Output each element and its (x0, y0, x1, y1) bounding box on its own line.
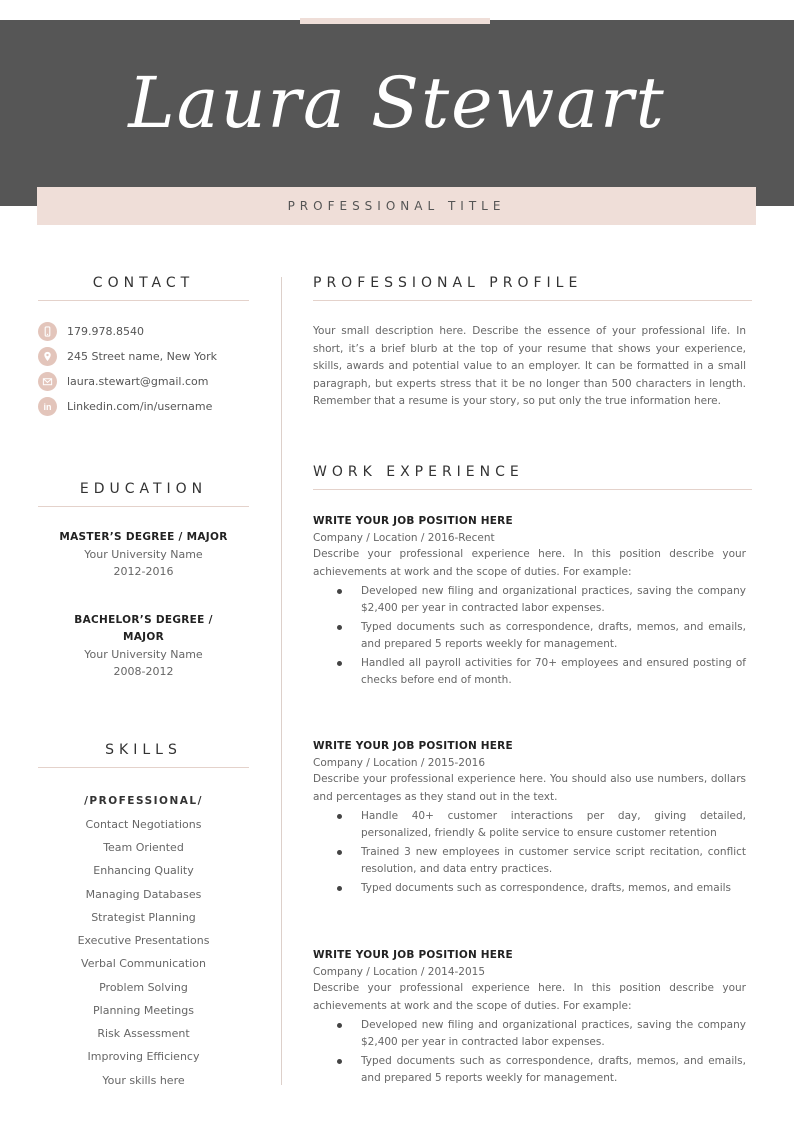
job-bullet: Developed new filing and organizational practices, saving the company $2,400 per year in contracted labor expenses. (313, 583, 746, 617)
profile-text: Your small description here. Describe the essence of your professional life. In short, it’s a brief blurb at the top of your resume that shows your experience, skills, awards and potential value to an employer. It can be formatted in a small paragraph, but experts stress that it be no longer than 500 characters in length. Remember that a resume is your story, so put only the true information here. (313, 325, 746, 407)
contact-rule (38, 300, 249, 301)
skill-item: Team Oriented (103, 841, 184, 854)
education-degree: BACHELOR’S DEGREE / (74, 614, 213, 626)
profile-heading: PROFESSIONAL PROFILE (313, 275, 583, 291)
skills-heading: SKILLS (105, 742, 182, 758)
location-pin-icon (38, 347, 57, 366)
professional-title-band (37, 187, 756, 225)
job-description: Describe your professional experience here. In this position describe your achievements at work and the scope of duties. For example: (313, 982, 746, 1012)
job-position: WRITE YOUR JOB POSITION HERE (313, 740, 513, 752)
job-description: Describe your professional experience here. In this position describe your achievements at work and the scope of duties. For example: (313, 548, 746, 578)
contact-linkedin[interactable] (38, 397, 212, 416)
skills-rule (38, 767, 249, 768)
column-divider (281, 277, 282, 1085)
skill-item: Contact Negotiations (85, 818, 202, 831)
linkedin-icon: in (38, 397, 57, 416)
skill-item: Planning Meetings (93, 1004, 194, 1017)
education-heading: EDUCATION (79, 481, 208, 497)
contact-address (38, 347, 217, 366)
resume-name: Laura Stewart (128, 62, 666, 144)
job-bullet: Handle 40+ customer interactions per day, giving detailed, personalized, friendly & polite service to ensure customer retention (313, 808, 746, 842)
job-bullet: Developed new filing and organizational practices, saving the company $2,400 per year in contracted labor expenses. (313, 1017, 746, 1051)
phone-icon (38, 322, 57, 341)
education-school: Your University Name (84, 548, 203, 561)
job-bullet: Trained 3 new employees in customer service script recitation, conflict resolution, and data entry practices. (313, 844, 746, 878)
education-school: Your University Name (84, 648, 203, 661)
job-bullets (313, 583, 746, 691)
job-bullets (313, 808, 746, 899)
contact-address-text: 245 Street name, New York (67, 350, 217, 363)
skill-item: Enhancing Quality (93, 864, 194, 877)
skill-item: Strategist Planning (91, 911, 196, 924)
education-entry (38, 529, 249, 580)
job-bullet: Handled all payroll activities for 70+ employees and ensured posting of checks before end of month. (313, 655, 746, 689)
skill-item: Executive Presentations (77, 934, 210, 947)
education-degree-continued: MAJOR (123, 631, 164, 643)
education-years: 2012-2016 (113, 565, 174, 578)
contact-email[interactable] (38, 372, 208, 391)
job-bullet: Typed documents such as correspondence, drafts, memos, and emails, and prepared 5 reports weekly for management. (313, 619, 746, 653)
job-position: WRITE YOUR JOB POSITION HERE (313, 515, 513, 527)
education-degree: MASTER’S DEGREE / MAJOR (59, 531, 228, 543)
education-years: 2008-2012 (113, 665, 174, 678)
experience-rule (313, 489, 752, 490)
skill-item: Verbal Communication (81, 957, 206, 970)
job-bullets (313, 1017, 746, 1089)
job-company: Company / Location / 2014-2015 (313, 966, 486, 978)
skill-item: Your skills here (102, 1074, 185, 1087)
profile-rule (313, 300, 752, 301)
skills-subheading: /PROFESSIONAL/ (84, 795, 203, 807)
job-description: Describe your professional experience here. You should also use numbers, dollars and percentages as they stand out in the text. (313, 773, 746, 803)
job-position: WRITE YOUR JOB POSITION HERE (313, 949, 513, 961)
professional-title: PROFESSIONAL TITLE (287, 199, 506, 213)
skill-item: Problem Solving (99, 981, 188, 994)
envelope-icon (38, 372, 57, 391)
job-bullet: Typed documents such as correspondence, drafts, memos, and emails (313, 880, 746, 897)
job-company: Company / Location / 2016-Recent (313, 532, 495, 544)
top-accent-bar (300, 18, 490, 24)
job-company: Company / Location / 2015-2016 (313, 757, 486, 769)
contact-phone (38, 322, 144, 341)
contact-linkedin-text[interactable]: Linkedin.com/in/username (67, 400, 213, 413)
skill-item: Improving Efficiency (87, 1050, 200, 1063)
education-rule (38, 506, 249, 507)
job-bullet: Typed documents such as correspondence, drafts, memos, and emails, and prepared 5 reports weekly for management. (313, 1053, 746, 1087)
contact-email-text[interactable]: laura.stewart@gmail.com (67, 375, 209, 388)
skill-item: Risk Assessment (97, 1027, 190, 1040)
experience-heading: WORK EXPERIENCE (313, 464, 524, 480)
skill-item: Managing Databases (85, 888, 202, 901)
contact-phone-text: 179.978.8540 (67, 325, 144, 338)
contact-heading: CONTACT (92, 275, 195, 291)
education-entry (38, 612, 249, 680)
